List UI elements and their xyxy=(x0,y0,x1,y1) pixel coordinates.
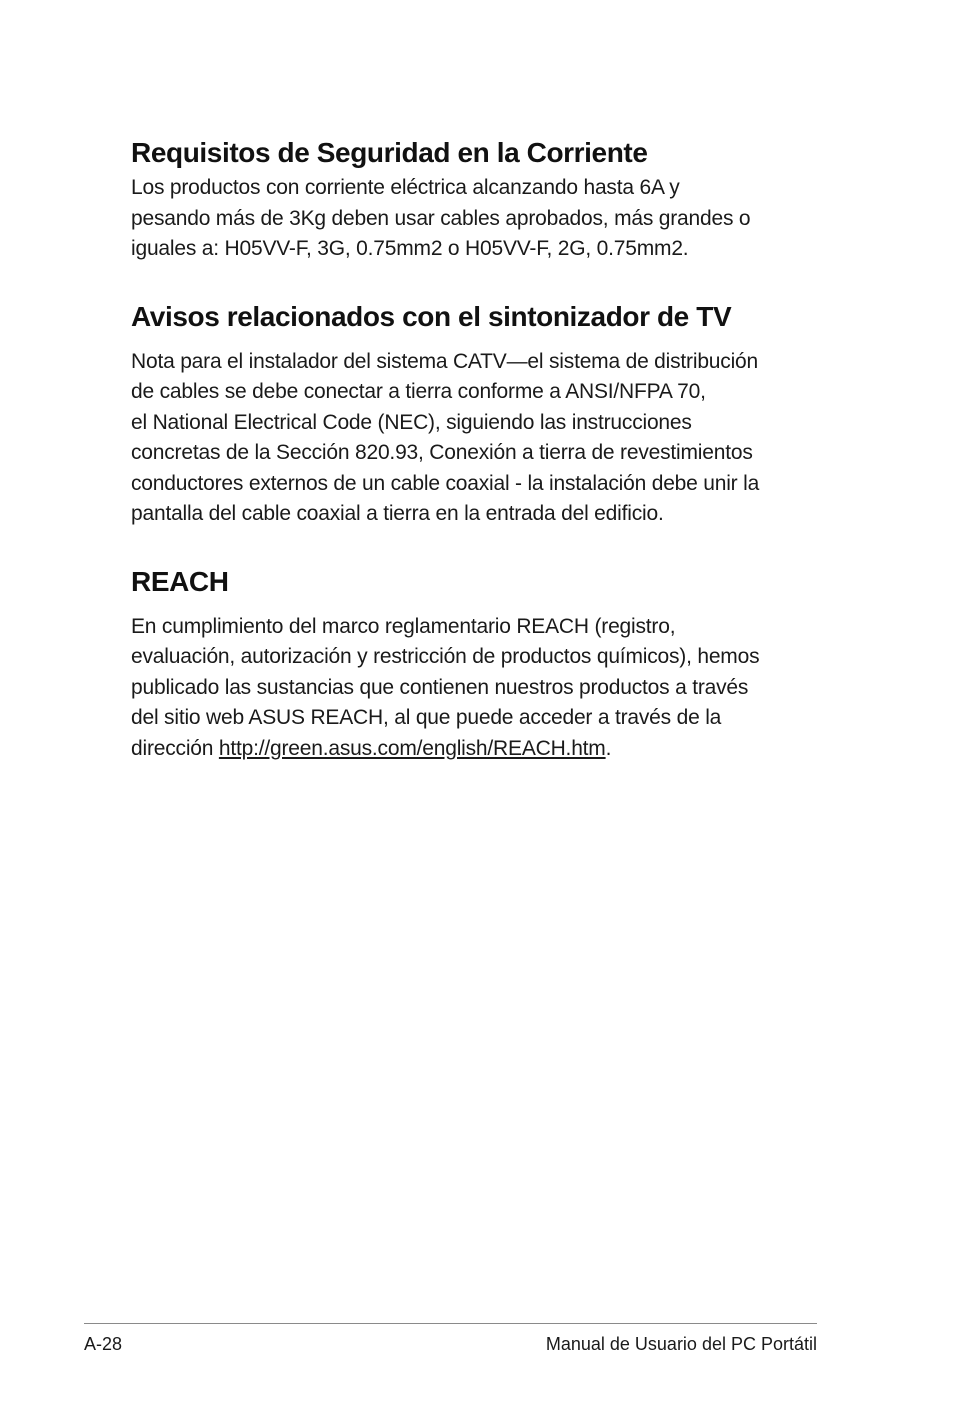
page-number: A-28 xyxy=(84,1334,123,1354)
text-line: Los productos con corriente eléctrica alcanzando hasta 6A y xyxy=(131,176,680,199)
page-content xyxy=(131,135,831,764)
text-line: Nota para el instalador del sistema CATV—el sistema de distribución xyxy=(131,349,758,373)
manual-title: Manual de Usuario del PC Portátil xyxy=(545,1334,817,1354)
text-line: publicado las sustancias que contienen nuestros productos a través xyxy=(131,675,749,699)
text-line: evaluación, autorización y restricción de productos químicos), hemos xyxy=(131,645,760,668)
section-tv-tuner xyxy=(131,299,831,530)
text-line: conductores externos de un cable coaxial - la instalación debe unir la xyxy=(131,471,760,495)
text-line: pantalla del cable coaxial a tierra en la entrada del edificio. xyxy=(131,502,664,525)
section-power-safety xyxy=(131,135,831,265)
text-line: concretas de la Sección 820.93, Conexión a tierra de revestimientos xyxy=(131,441,753,464)
text-line-with-link xyxy=(131,734,831,765)
link-suffix: . xyxy=(605,736,612,760)
text-line: En cumplimiento del marco reglamentario REACH (registro, xyxy=(131,614,676,638)
section-title-power-safety: Requisitos de Seguridad en la Corriente xyxy=(131,137,648,168)
paragraph-tv-tuner xyxy=(131,347,831,530)
paragraph-power-safety xyxy=(131,173,831,265)
footer-divider xyxy=(84,1323,817,1324)
section-reach xyxy=(131,564,831,765)
link-prefix: dirección xyxy=(131,736,219,760)
text-line: iguales a: H05VV-F, 3G, 0.75mm2 o H05VV-F, 2G, 0.75mm2. xyxy=(131,237,689,260)
section-title-tv-tuner: Avisos relacionados con el sintonizador de TV xyxy=(131,300,732,332)
text-line: de cables se debe conectar a tierra conforme a ANSI/NFPA 70, xyxy=(131,380,706,403)
reach-website-link[interactable]: http://green.asus.com/english/REACH.htm xyxy=(218,736,606,760)
text-line: el National Electrical Code (NEC), siguiendo las instrucciones xyxy=(131,410,692,434)
paragraph-reach xyxy=(131,612,831,765)
text-line: pesando más de 3Kg deben usar cables aprobados, más grandes o xyxy=(131,206,751,230)
section-title-reach: REACH xyxy=(131,565,229,597)
text-line: del sitio web ASUS REACH, al que puede acceder a través de la xyxy=(131,706,722,729)
